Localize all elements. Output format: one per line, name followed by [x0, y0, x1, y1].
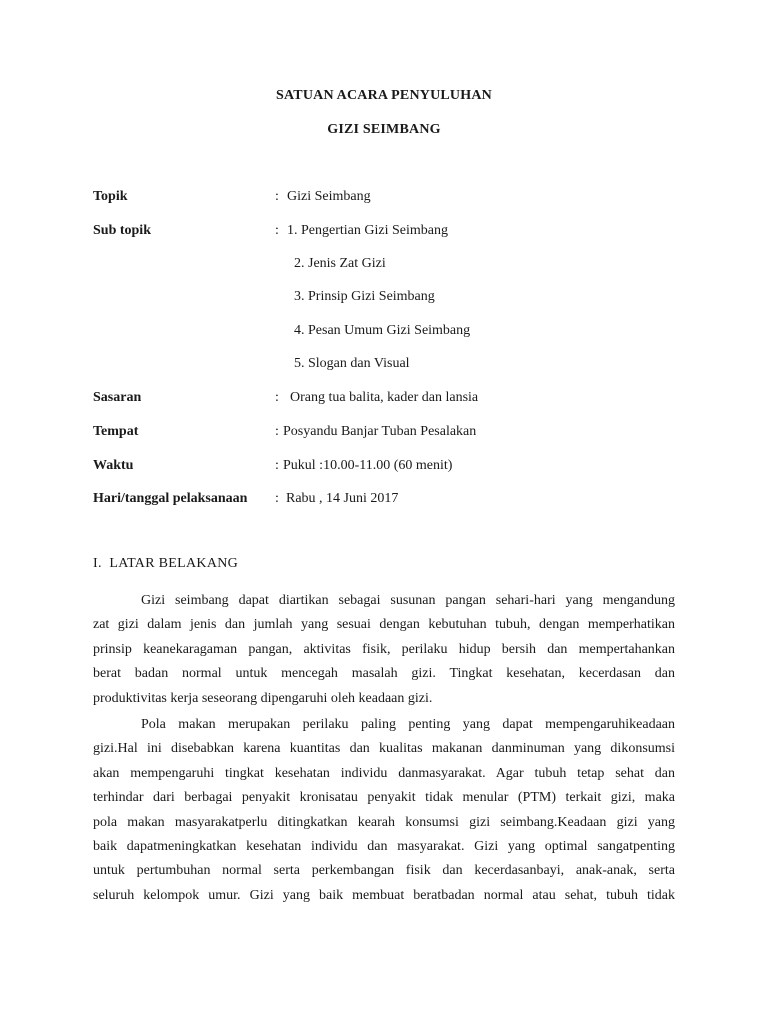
info-row-hari-tanggal	[93, 489, 693, 509]
info-label: Sasaran	[93, 390, 142, 405]
info-row-sasaran	[93, 388, 693, 408]
info-label: Sub topik	[93, 223, 151, 238]
sub-topik-item: 2. Jenis Zat Gizi	[294, 256, 386, 271]
sub-topik-item: 1. Pengertian Gizi Seimbang	[287, 223, 448, 238]
paragraph-line: terhindar dari berbagai penyakit kronisatau penyakit tidak menular (PTM) terkait gizi, maka	[93, 790, 675, 806]
paragraph-line: Gizi seimbang dapat diartikan sebagai susunan pangan sehari-hari yang mengandung	[141, 593, 675, 608]
info-label: Hari/tanggal pelaksanaan	[93, 491, 248, 506]
paragraph-line: Pola makan merupakan perilaku paling penting yang dapat mempengaruhikeadaan	[141, 717, 675, 732]
info-label: Topik	[93, 189, 128, 204]
info-colon: :	[275, 458, 279, 473]
info-label: Tempat	[93, 424, 139, 439]
info-colon: :	[275, 390, 279, 405]
info-value: Orang tua balita, kader dan lansia	[290, 390, 479, 405]
document-subtitle: GIZI SEIMBANG	[327, 122, 441, 137]
paragraph	[93, 589, 675, 711]
sub-topik-item: 3. Prinsip Gizi Seimbang	[294, 289, 435, 304]
info-row-sub-topik	[93, 221, 693, 241]
paragraph-line: produktivitas kerja seseorang dipengaruhi oleh keadaan gizi.	[93, 690, 433, 706]
paragraph-line: berat badan normal untuk mencegah masalah gizi. Tingkat kesehatan, kecerdasan dan	[93, 666, 675, 682]
info-value: Gizi Seimbang	[287, 189, 371, 204]
info-colon: :	[275, 424, 279, 439]
sub-topik-item: 4. Pesan Umum Gizi Seimbang	[294, 323, 471, 338]
info-colon: :	[275, 223, 279, 238]
info-row-tempat	[93, 422, 693, 442]
info-label: Waktu	[93, 458, 134, 473]
info-colon: :	[275, 189, 279, 204]
info-row-topik	[93, 187, 693, 207]
paragraph-line: untuk pertumbuhan normal serta perkembangan fisik dan kecerdasanbayi, anak-anak, serta	[93, 863, 675, 879]
info-value: Posyandu Banjar Tuban Pesalakan	[283, 424, 477, 439]
document-title: SATUAN ACARA PENYULUHAN	[276, 88, 492, 103]
info-value: Pukul :10.00-11.00 (60 menit)	[283, 458, 453, 473]
paragraph-line: pola makan masyarakatperlu ditingkatkan kearah konsumsi gizi seimbang.Keadaan gizi yang	[93, 814, 675, 830]
paragraph-line: prinsip keanekaragaman pangan, aktivitas fisik, perilaku hidup bersih dan mempertahankan	[93, 641, 675, 657]
info-value: Rabu , 14 Juni 2017	[286, 491, 399, 506]
paragraph-line: gizi.Hal ini disebabkan karena kuantitas dan kualitas makanan danminuman yang dikonsumsi	[93, 741, 675, 757]
paragraph-line: baik dapatmeningkatkan kesehatan individu dan masyarakat. Gizi yang optimal sangatpenting	[93, 839, 675, 855]
paragraph-line: zat gizi dalam jenis dan jumlah yang sesuai dengan kebutuhan tubuh, dengan memperhatikan	[93, 617, 675, 633]
paragraph-line: seluruh kelompok umur. Gizi yang baik membuat beratbadan normal atau sehat, tubuh tidak	[93, 887, 675, 903]
info-row-waktu	[93, 456, 693, 476]
info-colon: :	[275, 491, 279, 506]
sub-topik-item: 5. Slogan dan Visual	[294, 356, 410, 371]
section-heading: I. LATAR BELAKANG	[93, 556, 239, 571]
paragraph	[93, 713, 675, 908]
paragraph-line: akan mempengaruhi tingkat kesehatan individu danmasyarakat. Agar tubuh tetap sehat dan	[93, 765, 675, 781]
